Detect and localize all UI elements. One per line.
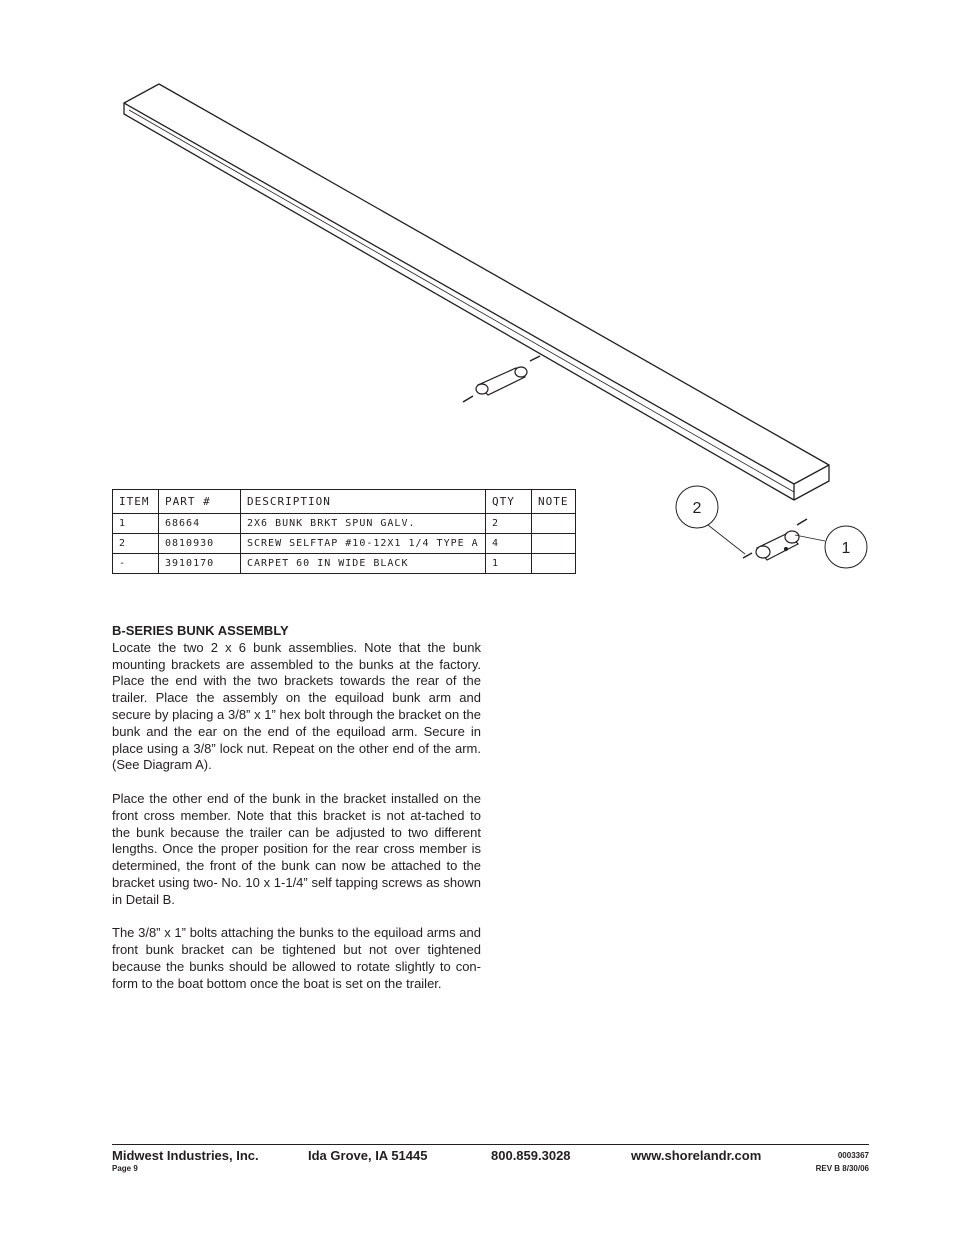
col-item-header: ITEM xyxy=(113,490,159,514)
description-cell: SCREW SELFTAP #10-12X1 1/4 TYPE A xyxy=(241,534,486,554)
bunk-board xyxy=(124,84,829,500)
table-row xyxy=(113,534,576,554)
footer-phone: 800.859.3028 xyxy=(491,1148,571,1163)
revision: REV B 8/30/06 xyxy=(815,1164,869,1173)
part-cell: 0810930 xyxy=(159,534,241,554)
table-row xyxy=(113,514,576,534)
doc-number: 0003367 xyxy=(837,1151,869,1160)
qty-cell: 4 xyxy=(486,534,532,554)
callout-2 xyxy=(676,486,745,554)
description-cell: 2X6 BUNK BRKT SPUN GALV. xyxy=(241,514,486,534)
page-number: Page 9 xyxy=(112,1164,138,1173)
instruction-paragraph: Locate the two 2 x 6 bunk assemblies. Note that the bunk mounting brackets are assembled to the bunks at the factory. Place the end with the two brackets towards the rear of the trailer. Place the assembly on the equiload bunk arm and secure by placing a 3/8” x 1” hex bolt through the bracket on the bunk and the ear on the end of the equiload arm. Secure in place using a 3/8” lock nut. Repeat on the other end of the arm. (See Diagram A). xyxy=(112,639,481,773)
qty-cell: 2 xyxy=(486,514,532,534)
part-cell: 3910170 xyxy=(159,554,241,574)
col-qty-header: QTY xyxy=(486,490,532,514)
col-description-header: DESCRIPTION xyxy=(241,490,486,514)
callout-1-label: 1 xyxy=(841,540,851,557)
callout-1 xyxy=(795,526,867,568)
instruction-paragraph: The 3/8” x 1” bolts attaching the bunks to the equiload arms and front bunk bracket can be tightened but not over tightened because the bunks should be allowed to rotate slightly to con-form to the boat bottom once the boat is set on the trailer. xyxy=(112,925,481,991)
callout-2-label: 2 xyxy=(692,500,702,517)
instruction-paragraph: Place the other end of the bunk in the bracket installed on the front cross member. Note that this bracket is not at-tached to the bunk because the trailer can be adjusted to two different lengths. Once the proper position for the rear cross member is determined, the front of the bunk can now be attached to the bracket using two- No. 10 x 1-1/4” self tapping screws as shown in Detail B. xyxy=(112,790,481,907)
footer-website: www.shorelandr.com xyxy=(631,1148,762,1163)
parts-table-header xyxy=(113,490,576,514)
bunk-bracket-icon xyxy=(476,367,527,395)
table-row xyxy=(113,554,576,574)
item-cell: 1 xyxy=(113,514,159,534)
qty-cell: 1 xyxy=(486,554,532,574)
footer-company: Midwest Industries, Inc. xyxy=(112,1148,259,1163)
footer-divider xyxy=(112,1144,869,1145)
section-title: B-SERIES BUNK ASSEMBLY xyxy=(112,623,289,638)
note-cell xyxy=(532,514,576,534)
detail-b-bracket-icon xyxy=(756,531,799,560)
footer-city: Ida Grove, IA 51445 xyxy=(308,1148,428,1163)
col-note-header: NOTE xyxy=(532,490,576,514)
parts-table xyxy=(112,489,576,574)
description-cell: CARPET 60 IN WIDE BLACK xyxy=(241,554,486,574)
col-part-header: PART # xyxy=(159,490,241,514)
note-cell xyxy=(532,554,576,574)
item-cell: - xyxy=(113,554,159,574)
assembly-instructions xyxy=(112,623,481,1009)
note-cell xyxy=(532,534,576,554)
part-cell: 68664 xyxy=(159,514,241,534)
item-cell: 2 xyxy=(113,534,159,554)
